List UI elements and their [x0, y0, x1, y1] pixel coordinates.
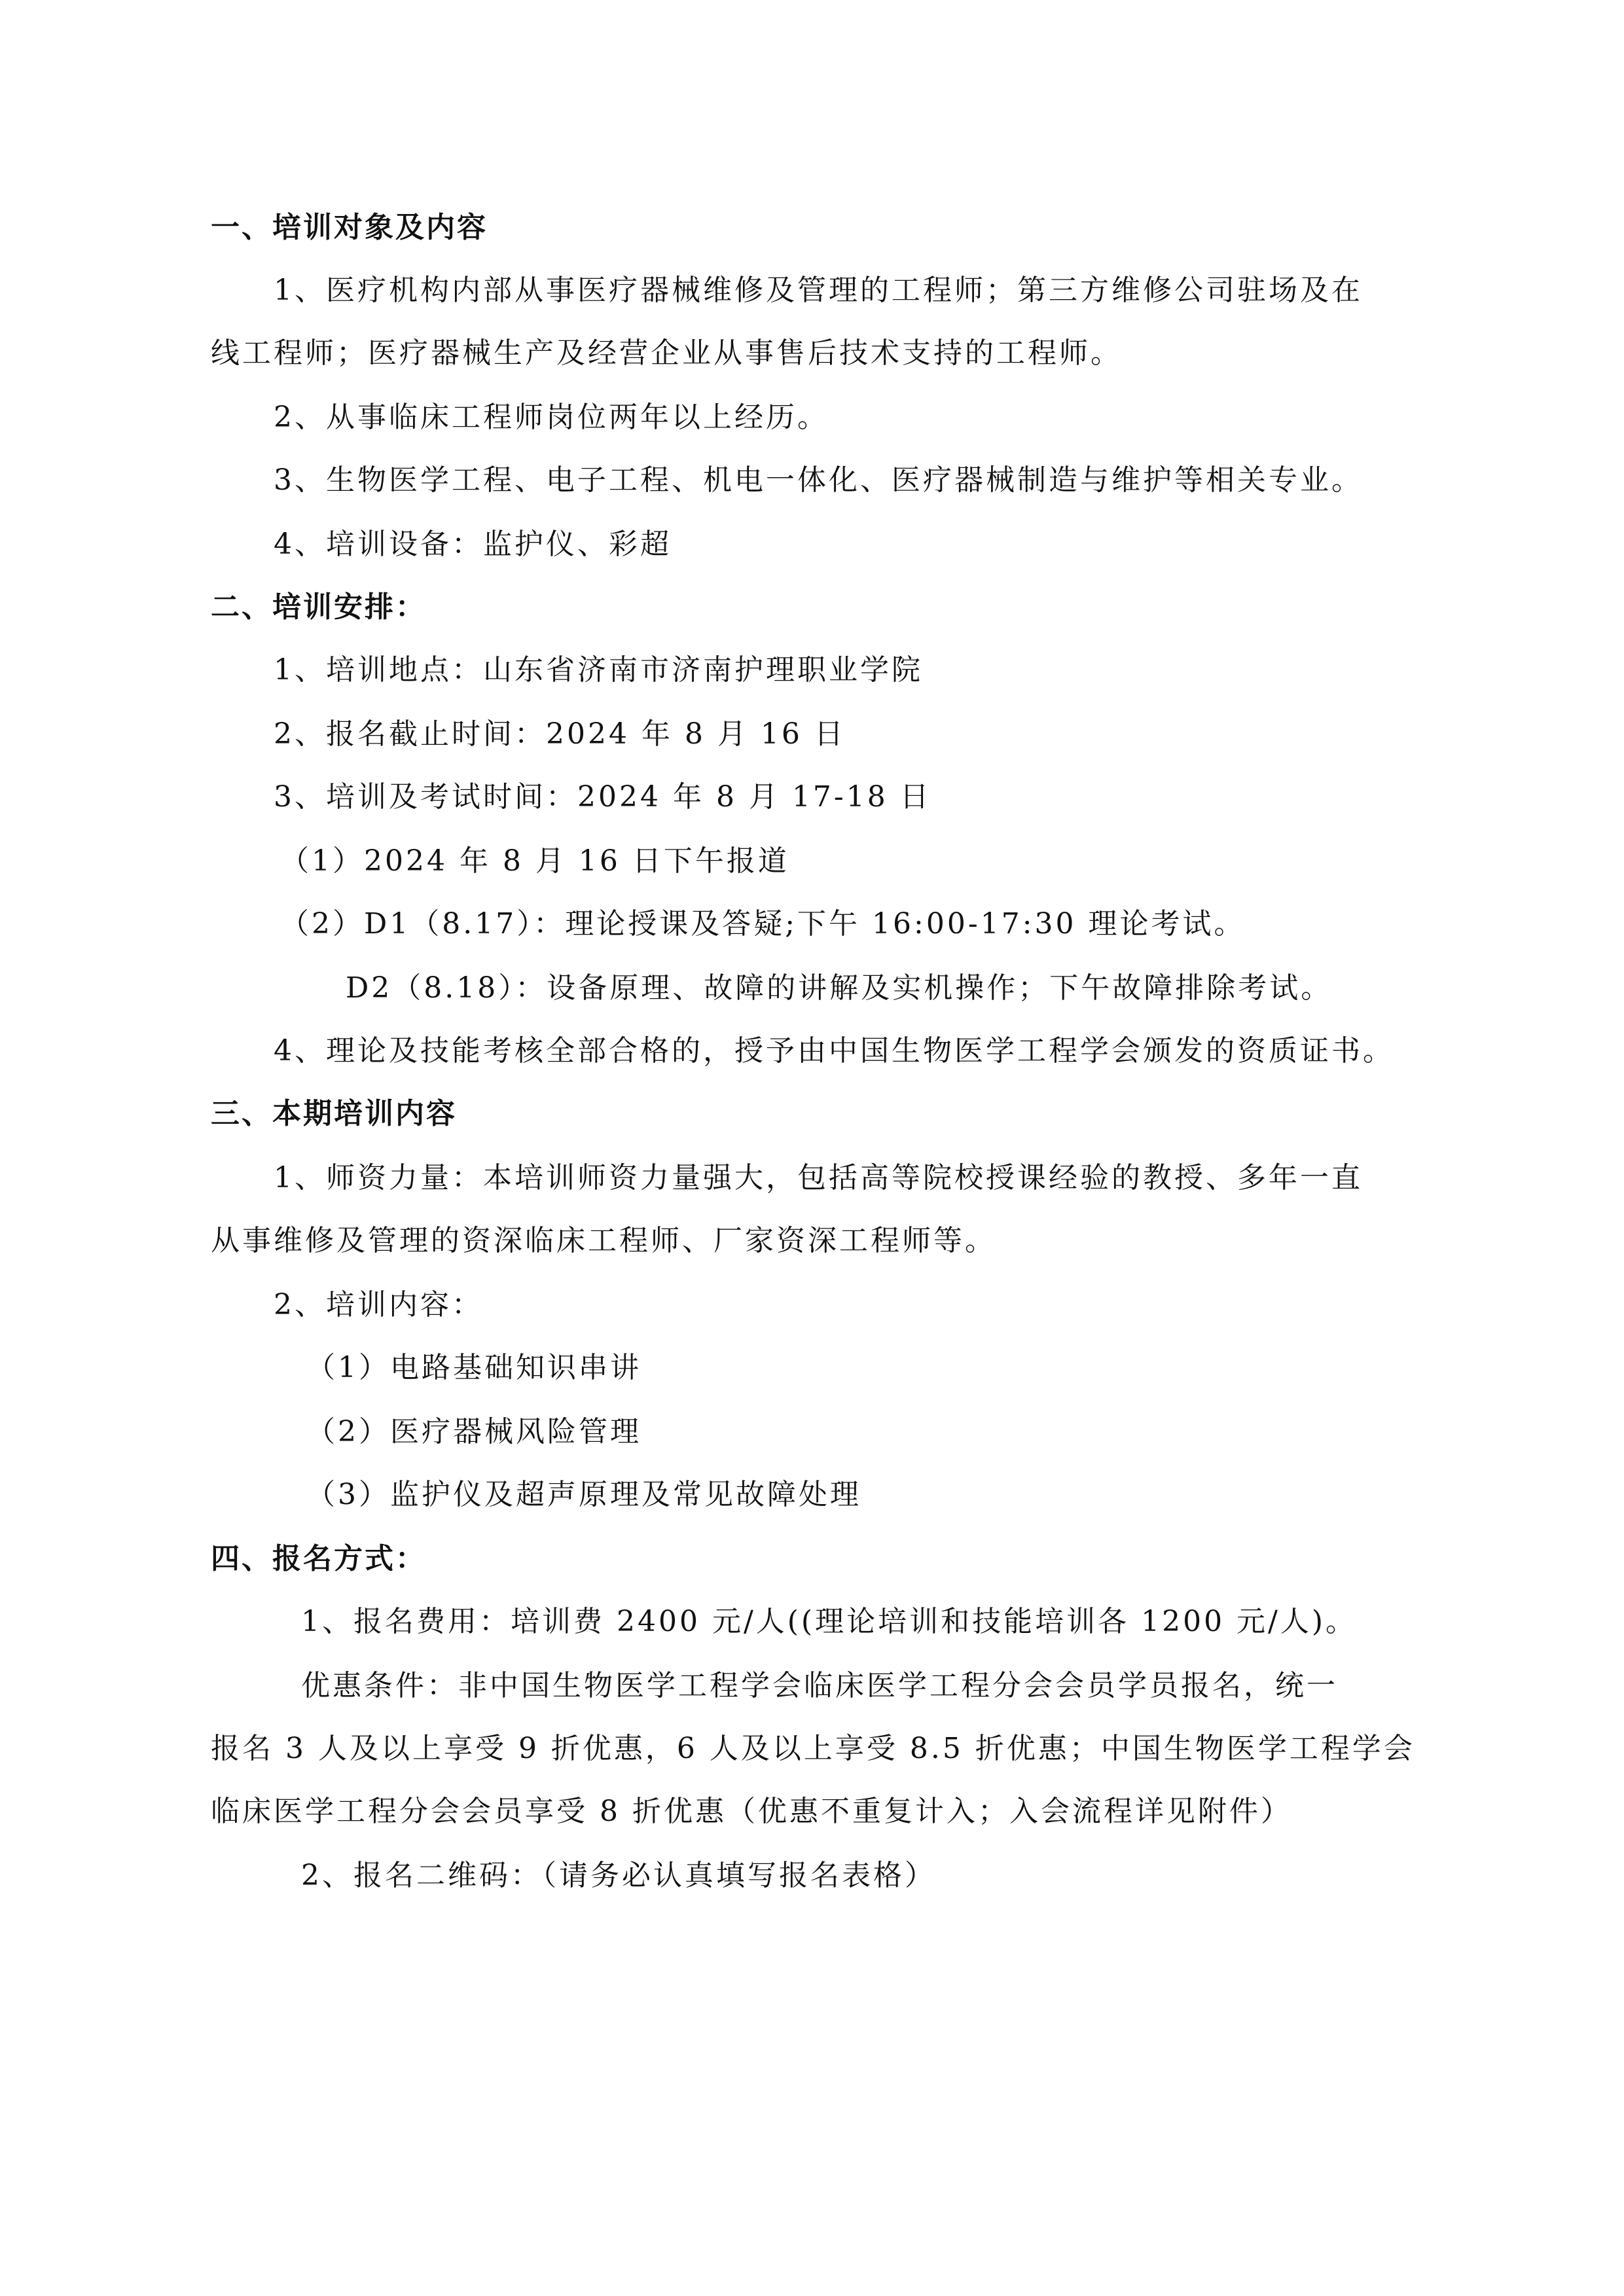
section-heading-training-content: 三、本期培训内容 [211, 1097, 457, 1130]
paragraph-line: D2（8.18）：设备原理、故障的讲解及实机操作；下午故障排除考试。 [346, 971, 1333, 1005]
section-heading-training-targets: 一、培训对象及内容 [211, 211, 488, 244]
section-heading-training-arrangement: 二、培训安排： [211, 590, 426, 624]
paragraph-line: 1、培训地点：山东省济南市济南护理职业学院 [274, 653, 923, 687]
paragraph-line: 4、理论及技能考核全部合格的，授予由中国生物医学工程学会颁发的资质证书。 [274, 1034, 1394, 1067]
paragraph-line: 2、报名截止时间：2024 年 8 月 16 日 [274, 717, 846, 751]
paragraph-line: 3、生物医学工程、电子工程、机电一体化、医疗器械制造与维护等相关专业。 [274, 463, 1363, 497]
paragraph-line: （2）医疗器械风险管理 [306, 1415, 641, 1448]
paragraph-line: 2、从事临床工程师岗位两年以上经历。 [274, 401, 829, 434]
paragraph-line: 从事维修及管理的资深临床工程师、厂家资深工程师等。 [211, 1224, 996, 1257]
paragraph-line: （3）监护仪及超声原理及常见故障处理 [306, 1478, 861, 1511]
paragraph-line: 2、报名二维码：（请务必认真填写报名表格） [301, 1859, 936, 1892]
paragraph-line: 3、培训及考试时间：2024 年 8 月 17-18 日 [274, 780, 931, 814]
paragraph-line: （1）电路基础知识串讲 [306, 1351, 641, 1384]
paragraph-line: （2）D1（8.17）：理论授课及答疑;下午 16:00-17:30 理论考试。 [280, 907, 1246, 941]
paragraph-line: 4、培训设备：监护仪、彩超 [274, 528, 672, 561]
paragraph-line: 2、培训内容： [274, 1288, 483, 1321]
paragraph-line: 线工程师；医疗器械生产及经营企业从事售后技术支持的工程师。 [211, 336, 1122, 370]
section-heading-registration: 四、报名方式： [211, 1542, 426, 1575]
paragraph-line: 1、医疗机构内部从事医疗器械维修及管理的工程师；第三方维修公司驻场及在 [274, 274, 1363, 307]
paragraph-line: 1、报名费用：培训费 2400 元/人((理论培训和技能培训各 1200 元/人)。 [301, 1605, 1358, 1638]
paragraph-line: 临床医学工程分会会员享受 8 折优惠（优惠不重复计入；入会流程详见附件） [211, 1795, 1292, 1828]
paragraph-line: 1、师资力量：本培训师资力量强大，包括高等院校授课经验的教授、多年一直 [274, 1161, 1363, 1194]
paragraph-line: 优惠条件：非中国生物医学工程学会临床医学工程分会会员学员报名，统一 [301, 1669, 1338, 1702]
paragraph-line: （1）2024 年 8 月 16 日下午报道 [280, 844, 789, 878]
paragraph-line: 报名 3 人及以上享受 9 折优惠，6 人及以上享受 8.5 折优惠；中国生物医学工程学会 [211, 1732, 1415, 1765]
